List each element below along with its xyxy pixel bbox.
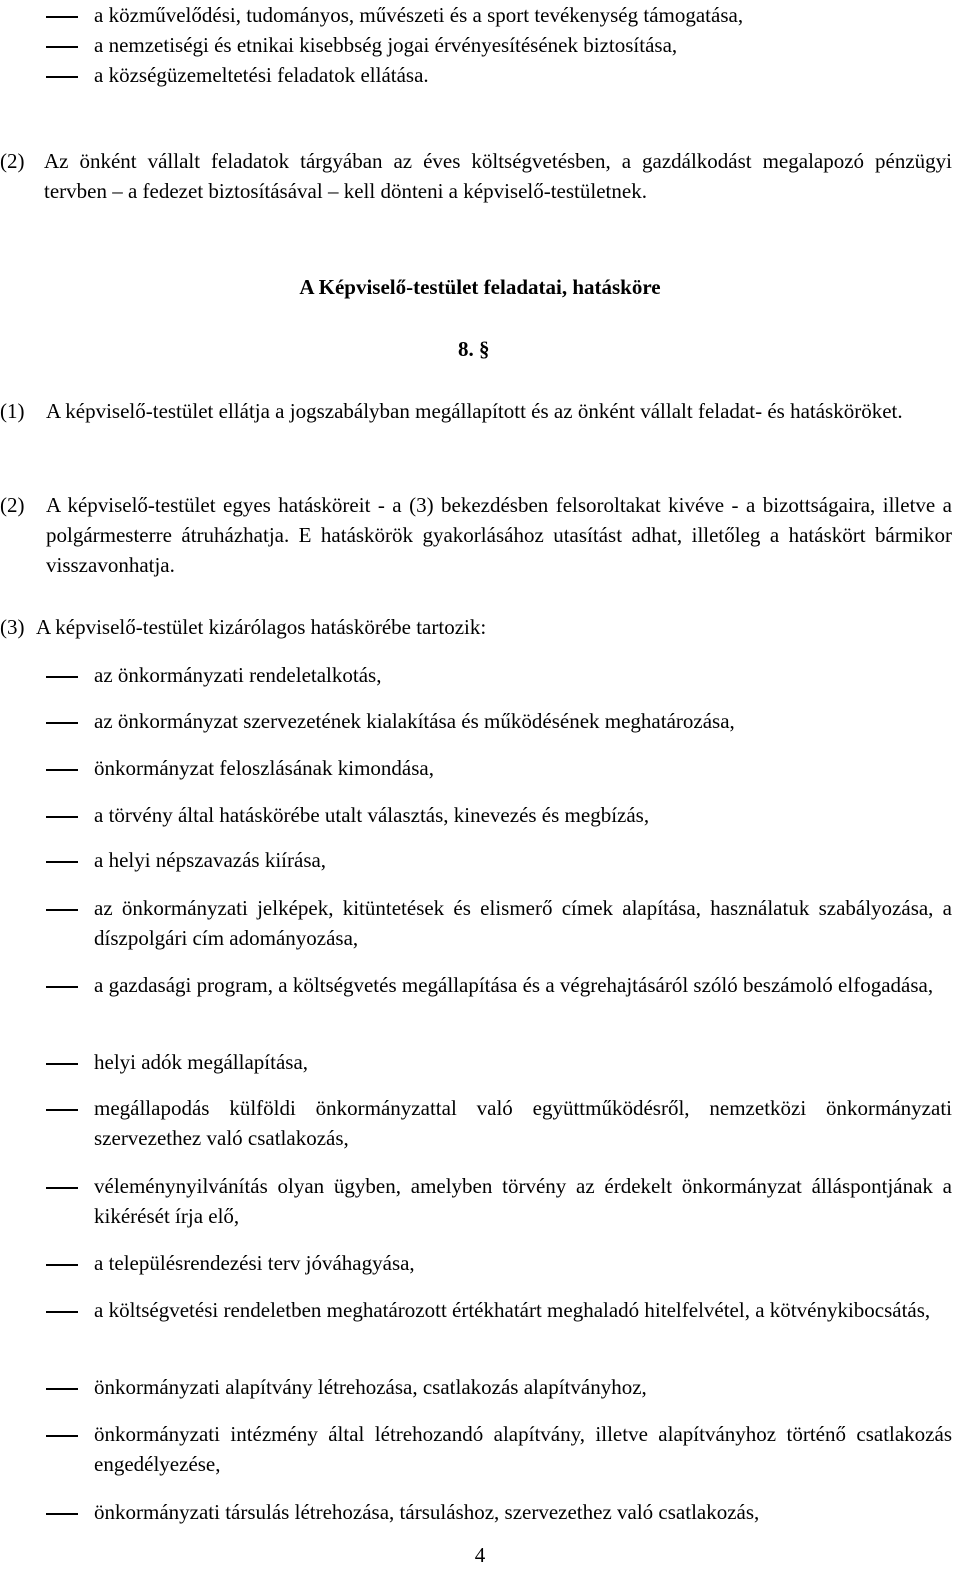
list-item-text: véleménynyilvánítás olyan ügyben, amelyben törvény az érdekelt önkormányzat álláspontjának a kikérését írja elő,	[94, 1174, 952, 1228]
paragraph	[0, 146, 952, 206]
paragraph-text: A képviselő-testület ellátja a jogszabályban megállapított és az önként vállalt feladat- és hatásköröket.	[46, 399, 903, 423]
list-item-text: az önkormányzati jelképek, kitüntetések és elismerő címek alapítása, használatuk szabályozása, a díszpolgári cím adományozása,	[94, 896, 952, 950]
list-item-text: a költségvetési rendeletben meghatározott értékhatárt meghaladó hitelfelvétel, a kötvénykibocsátás,	[94, 1298, 931, 1322]
list-item-text: önkormányzati intézmény által létrehozandó alapítvány, illetve alapítványhoz történő csatlakozás engedélyezése,	[94, 1422, 952, 1476]
dash-bullet-icon	[46, 1047, 78, 1077]
list-item-text: a településrendezési terv jóváhagyása,	[94, 1251, 415, 1275]
section-heading: A Képviselő-testület feladatai, hatásköre	[299, 275, 661, 299]
list-item-text: önkormányzati alapítvány létrehozása, csatlakozás alapítványhoz,	[94, 1375, 647, 1399]
paragraph-label: (2)	[0, 149, 25, 173]
list-item-text: önkormányzat feloszlásának kimondása,	[94, 756, 434, 780]
list-item-text: a törvény által hatáskörébe utalt választás, kinevezés és megbízás,	[94, 803, 650, 827]
list-item-text: önkormányzati társulás létrehozása, társuláshoz, szervezethez való csatlakozás,	[94, 1500, 760, 1524]
list-item-text: a helyi népszavazás kiírása,	[94, 848, 327, 872]
paragraph-label: (1)	[0, 399, 25, 423]
paragraph-label: (3)	[0, 615, 25, 639]
dash-bullet-icon	[46, 800, 78, 830]
list-item-text: a gazdasági program, a költségvetés megállapítása és a végrehajtásáról szóló beszámoló elfogadása,	[94, 973, 934, 997]
dash-bullet-icon	[46, 706, 78, 736]
dash-bullet-icon	[46, 1248, 78, 1278]
list-item-text: megállapodás külföldi önkormányzattal való együttműködésről, nemzetközi önkormányzati szervezethez való csatlakozás,	[94, 1096, 952, 1150]
dash-bullet-icon	[46, 60, 78, 90]
section-number: 8. §	[458, 337, 490, 361]
paragraph-text: Az önként vállalt feladatok tárgyában az éves költségvetésben, a gazdálkodást megalapozó pénzügyi tervben – a fedezet biztosításával – kell dönteni a képviselő-testületnek.	[44, 149, 952, 203]
dash-bullet-icon	[46, 753, 78, 783]
dash-bullet-icon	[46, 1419, 78, 1449]
dash-bullet-icon	[46, 1295, 78, 1325]
dash-bullet-icon	[46, 893, 78, 923]
dash-bullet-icon	[46, 0, 78, 30]
dash-bullet-icon	[46, 845, 78, 875]
paragraph-text: A képviselő-testület kizárólagos hatáskörébe tartozik:	[36, 615, 487, 639]
dash-bullet-icon	[46, 1171, 78, 1201]
dash-bullet-icon	[46, 30, 78, 60]
page-number: 4	[474, 1543, 486, 1567]
list-item-text: a közművelődési, tudományos, művészeti és a sport tevékenység támogatása,	[94, 3, 744, 27]
list-item-text: az önkormányzat szervezetének kialakítása és működésének meghatározása,	[94, 709, 735, 733]
dash-bullet-icon	[46, 660, 78, 690]
list-item-text: a nemzetiségi és etnikai kisebbség jogai érvényesítésének biztosítása,	[94, 33, 678, 57]
dash-bullet-icon	[46, 970, 78, 1000]
dash-bullet-icon	[46, 1372, 78, 1402]
paragraph-text: A képviselő-testület egyes hatásköreit - a (3) bekezdésben felsoroltakat kivéve - a bizottságaira, illetve a polgármesterre átruházhatja. E hatáskörök gyakorlásához utasítást adhat, illetőleg a hatáskört bármikor visszavonhatja.	[46, 493, 952, 577]
paragraph	[0, 490, 952, 580]
list-item-text: a községüzemeltetési feladatok ellátása.	[94, 63, 429, 87]
list-item-text: az önkormányzati rendeletalkotás,	[94, 663, 382, 687]
paragraph	[0, 612, 952, 642]
paragraph-label: (2)	[0, 493, 25, 517]
paragraph	[0, 396, 952, 426]
dash-bullet-icon	[46, 1093, 78, 1123]
list-item-text: helyi adók megállapítása,	[94, 1050, 309, 1074]
dash-bullet-icon	[46, 1497, 78, 1527]
